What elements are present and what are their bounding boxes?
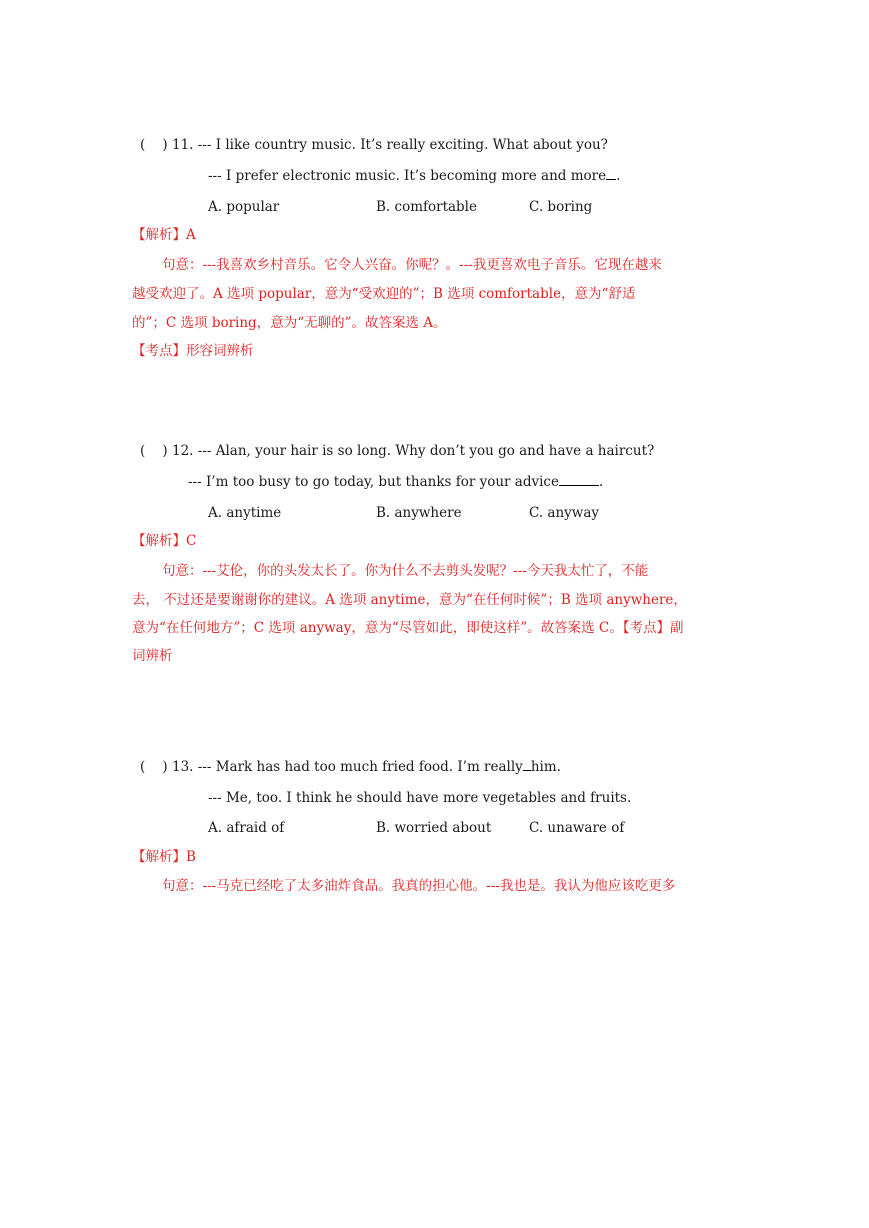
q13-stem-text: ( ) 13. --- Mark has had too much fried food. I’m really [140, 759, 523, 775]
q13-reply: --- Me, too. I think he should have more vegetables and fruits. [208, 790, 632, 806]
q11-answer-label: 【解析】A [132, 227, 196, 243]
q12-explanation-line-4: 词辨析 [132, 648, 173, 664]
q11-option-c: C. boring [529, 199, 593, 215]
q12-stem: ( ) 12. --- Alan, your hair is so long. Why don’t you go and have a haircut? [140, 443, 655, 459]
q12-explanation-line-1: 句意：---艾伦，你的头发太长了。你为什么不去剪头发呢？---今天我太忙了，不能 [162, 563, 649, 579]
q12-option-b: B. anywhere [376, 505, 462, 521]
q11-stem: ( ) 11. --- I like country music. It’s really exciting. What about you? [140, 137, 608, 153]
q12-option-c: C. anyway [529, 505, 600, 521]
q11-option-b: B. comfortable [376, 199, 477, 215]
q11-answer-blank [606, 167, 616, 180]
q12-reply-text: --- I’m too busy to go today, but thanks for your advice [188, 474, 559, 490]
q11-explanation-line-2: 越受欢迎了。A 选项 popular，意为“受欢迎的”；B 选项 comfortable，意为“舒适 [132, 286, 636, 302]
q13-option-a: A. afraid of [208, 820, 285, 836]
q13-stem [140, 758, 561, 776]
q12-reply [188, 473, 603, 491]
q11-reply-text: --- I prefer electronic music. It’s becoming more and more [208, 168, 607, 184]
q12-answer-label: 【解析】C [132, 533, 197, 549]
q13-stem-end: him. [530, 759, 561, 775]
q12-explanation-line-3: 意为“在任何地方”；C 选项 anyway，意为“尽管如此，即使这样”。故答案选 C。【考点】副 [132, 620, 684, 636]
q13-option-c: C. unaware of [529, 820, 625, 836]
q13-option-b: B. worried about [376, 820, 492, 836]
q12-explanation-line-2: 去， 不过还是要谢谢你的建议。A 选项 anytime，意为“在任何时候”；B 选项 anywhere， [132, 592, 687, 608]
q13-explanation-line-1: 句意：---马克已经吃了太多油炸食品。我真的担心他。---我也是。我认为他应该吃更多 [162, 878, 676, 894]
q11-reply-end: . [616, 168, 621, 184]
q12-reply-end: . [598, 474, 604, 490]
q12-answer-blank [559, 473, 599, 486]
q11-reply [208, 167, 620, 185]
q11-point: 【考点】形容词辨析 [132, 343, 254, 359]
q11-explanation-line-1: 句意：---我喜欢乡村音乐。它令人兴奋。你呢？。---我更喜欢电子音乐。它现在越来 [162, 257, 662, 273]
q13-answer-label: 【解析】B [132, 849, 196, 865]
q11-option-a: A. popular [208, 199, 280, 215]
q13-answer-blank [523, 758, 531, 771]
q11-explanation-line-3: 的”；C 选项 boring，意为“无聊的”。故答案选 A。 [132, 315, 447, 331]
q12-option-a: A. anytime [208, 505, 282, 521]
